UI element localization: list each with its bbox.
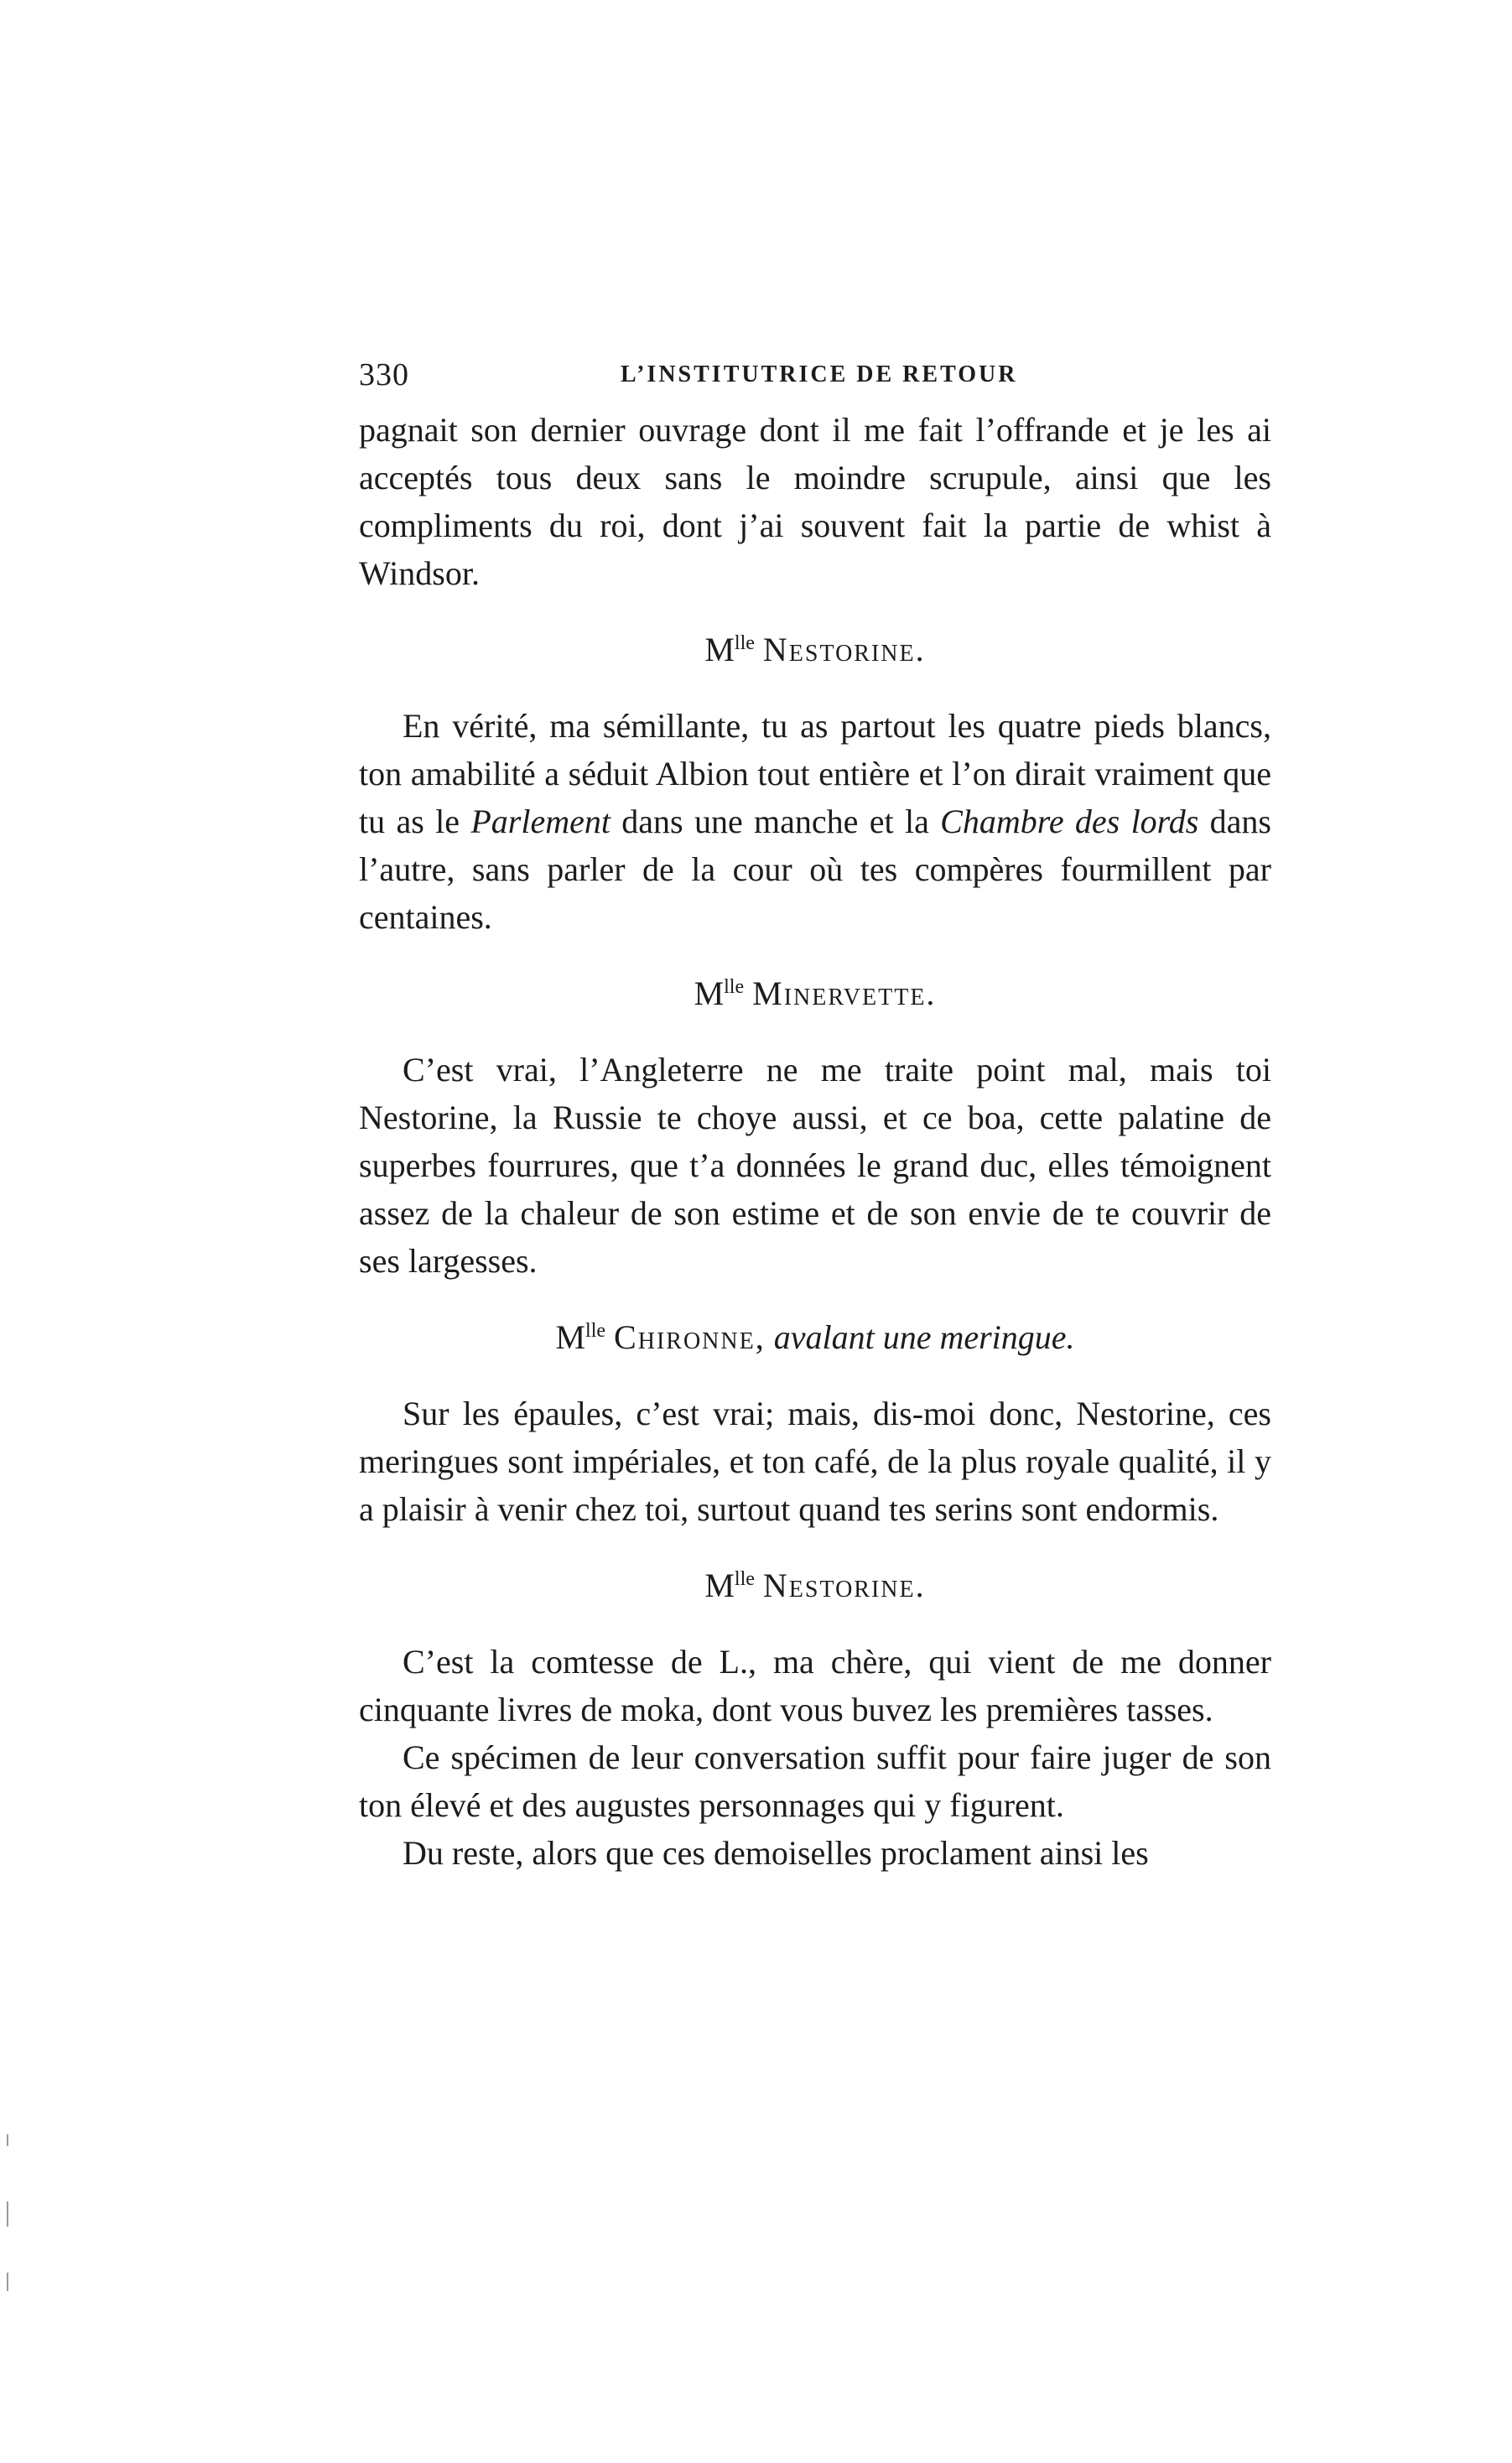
paragraph-narration-continued: Du reste, alors que ces demoiselles proclament ainsi les <box>403 1834 1149 1872</box>
body-text <box>359 406 1271 1877</box>
paragraph-continuation: pagnait son dernier ouvrage dont il me fait l’offrande et je les ai acceptés tous deux sans le moindre scrupule, ainsi que les compliments du roi, dont j’ai souvent fait la partie de whist à Windsor. <box>359 411 1271 592</box>
paragraph-minervette-reply: C’est vrai, l’Angleterre ne me traite point mal, mais toi Nestorine, la Russie te choye aussi, et ce boa, cette palatine de superbes fourrures, que t’a données le grand duc, elles témoignent assez de la chaleur de son estime et de son envie de te couvrir de ses largesses. <box>359 1051 1271 1280</box>
paragraph-chironne-reply: Sur les épaules, c’est vrai; mais, dis-moi donc, Nestorine, ces meringues sont impériales, et ton café, de la plus royale qualité, il y a plaisir à venir chez toi, surtout quand tes serins sont endormis. <box>359 1395 1271 1528</box>
speaker-heading-nestorine-2 <box>359 1561 1271 1609</box>
speaker-name: Nestorine. <box>762 631 926 668</box>
honorific: $M^{lle}$ <box>694 974 745 1012</box>
speaker-heading-chironne <box>359 1313 1271 1361</box>
honorific: $M^{lle}$ <box>704 1567 755 1604</box>
paragraph-nestorine-reply-2: C’est la comtesse de L., ma chère, qui vient de me donner cinquante livres de moka, dont vous buvez les premières tasses. <box>359 1643 1271 1728</box>
paragraph-nestorine-reply: En vérité, ma sémillante, tu as partout les quatre pieds blancs, ton amabilité a séduit Albion tout entière et l’on dirait vraiment que tu as le Parlement dans une manche et la Chambre des lords dans l’autre, sans parler de la cour où tes compères fourmillent par centaines. <box>359 707 1272 936</box>
speaker-name: Minervette. <box>752 974 937 1012</box>
speaker-heading-nestorine <box>359 626 1271 673</box>
italic-parlement: Parlement <box>470 803 611 840</box>
speaker-heading-minervette <box>359 969 1271 1017</box>
stage-direction: avalant une meringue. <box>765 1318 1075 1356</box>
page-header <box>359 356 1271 407</box>
paragraph-narration: Ce spécimen de leur conversation suffit pour faire juger de son ton élevé et des augustes personnages qui y figurent. <box>359 1738 1271 1824</box>
scan-mark <box>7 2201 8 2227</box>
honorific: $M^{lle}$ <box>555 1318 606 1356</box>
running-head: L’INSTITUTRICE DE RETOUR <box>621 361 1018 387</box>
scan-mark <box>7 2273 8 2291</box>
speaker-name: Chironne, <box>614 1318 766 1356</box>
italic-chambre-des-lords: Chambre des lords <box>940 803 1199 840</box>
scan-mark <box>7 2134 8 2146</box>
page-number: 330 <box>359 357 409 392</box>
speaker-name: Nestorine. <box>762 1567 926 1604</box>
honorific: $M^{lle}$ <box>704 631 755 668</box>
